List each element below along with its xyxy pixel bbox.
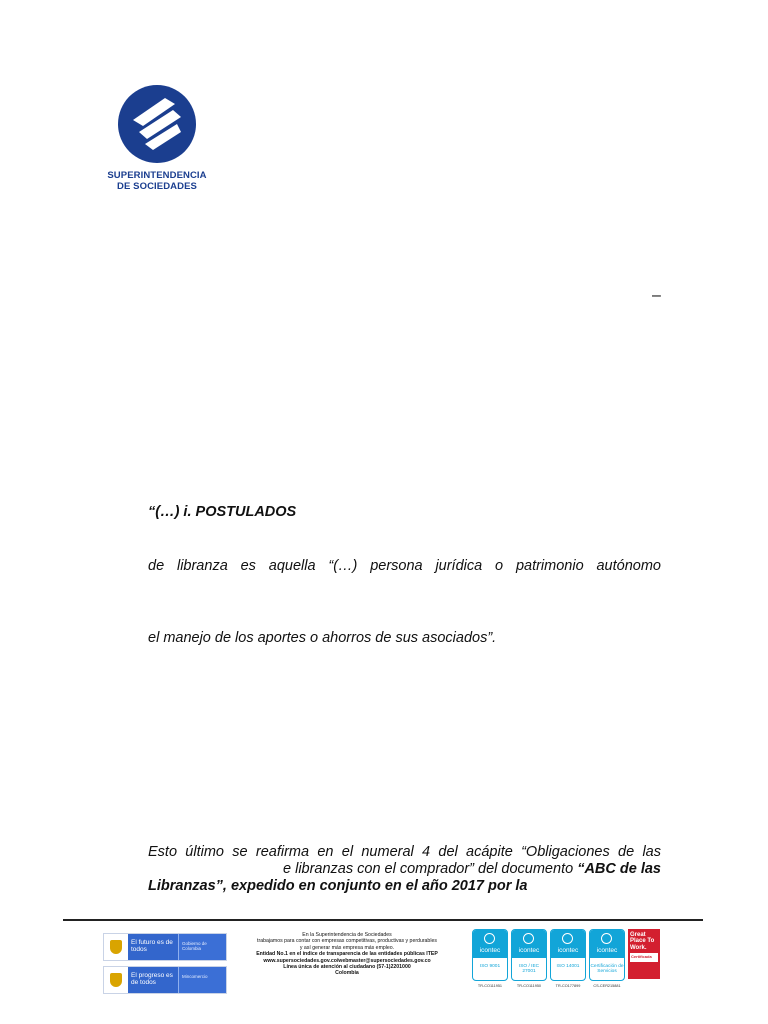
- gov-badge-sub: Gobierno de Colombia: [178, 934, 226, 960]
- paragraph-1: de libranza es aquella “(…) persona jurídica o patrimonio autónomo: [148, 558, 661, 574]
- footer-line-5: www.supersociedades.gov.co/webmaster@supersociedades.gov.co: [263, 957, 431, 964]
- cert-name: icontec: [518, 947, 540, 954]
- paragraph-3-line-2-plain: e libranzas con el comprador” del documento: [283, 861, 578, 877]
- paragraph-3-line-2: [148, 861, 661, 878]
- logo-line-2: DE SOCIEDADES: [117, 181, 197, 192]
- paragraph-3-line-2-bold: “ABC de las: [577, 861, 661, 877]
- dash-mark: –: [652, 287, 661, 304]
- coat-of-arms-icon: [104, 967, 128, 993]
- cert-servicios: [589, 929, 625, 988]
- footer-line-2: trabajamos para contar con empresas competitivas, productivas y perdurables: [257, 938, 437, 945]
- footer-divider: [63, 919, 703, 921]
- footer-contact-text: [228, 932, 466, 977]
- cert-code: TR-CO111950: [516, 984, 542, 988]
- footer-line-7: Colombia: [335, 970, 359, 977]
- paragraph-2: el manejo de los aportes o ahorros de sus asociados”.: [148, 630, 497, 646]
- cert-code: TR-CO111951: [477, 984, 503, 988]
- cert-iso: Certificación de Servicios: [590, 964, 624, 974]
- gov-badge-futuro: [103, 933, 227, 961]
- cert-iso: ISO / IEC 27001: [518, 964, 540, 974]
- cert-name: icontec: [479, 947, 501, 954]
- certification-logos: [472, 929, 660, 988]
- cert-name: icontec: [596, 947, 618, 954]
- coat-of-arms-icon: [104, 934, 128, 960]
- gptw-text: Great Place To Work.: [630, 932, 655, 951]
- paragraph-3-line-1: Esto último se reafirma en el numeral 4 del acápite “Obligaciones de las: [148, 844, 661, 860]
- cert-code: CS-CER215881: [593, 984, 621, 988]
- gov-badge-sub: Mincomercio: [178, 967, 226, 993]
- heading-postulados: “(…) i. POSTULADOS: [148, 504, 297, 520]
- gov-badge-main: El progreso es de todos: [128, 967, 178, 993]
- government-badges: [103, 933, 227, 999]
- cert-iso-27001: [511, 929, 547, 988]
- logo-emblem-icon: [117, 84, 197, 164]
- gov-badge-main: El futuro es de todos: [128, 934, 178, 960]
- footer-line-1: En la Superintendencia de Sociedades: [302, 932, 392, 938]
- great-place-to-work-badge: [628, 929, 660, 979]
- icontec-icon: [562, 933, 573, 944]
- paragraph-3-line-3: Libranzas”, expedido en conjunto en el año 2017 por la: [148, 878, 528, 894]
- icontec-icon: [601, 933, 612, 944]
- cert-iso: ISO 14001: [556, 964, 580, 969]
- cert-code: TR-CO177899: [555, 984, 581, 988]
- gptw-sub: Certificada: [630, 953, 658, 961]
- footer-line-6: Línea única de atención al ciudadano (57-1)2201000: [283, 964, 411, 971]
- cert-iso: ISO 9001: [479, 964, 501, 969]
- paragraph-3: [148, 844, 661, 895]
- logo-text: [103, 170, 211, 192]
- superintendencia-logo: [103, 84, 211, 192]
- gov-badge-progreso: [103, 966, 227, 994]
- cert-iso-14001: [550, 929, 586, 988]
- icontec-icon: [484, 933, 495, 944]
- footer-line-3: y así generar más empresa más empleo.: [299, 944, 395, 951]
- logo-line-1: SUPERINTENDENCIA: [107, 170, 207, 181]
- footer-line-4: Entidad No.1 en el índice de transparencia de las entidades públicas ITEP: [256, 951, 438, 958]
- icontec-icon: [523, 933, 534, 944]
- cert-iso-9001: [472, 929, 508, 988]
- cert-name: icontec: [557, 947, 579, 954]
